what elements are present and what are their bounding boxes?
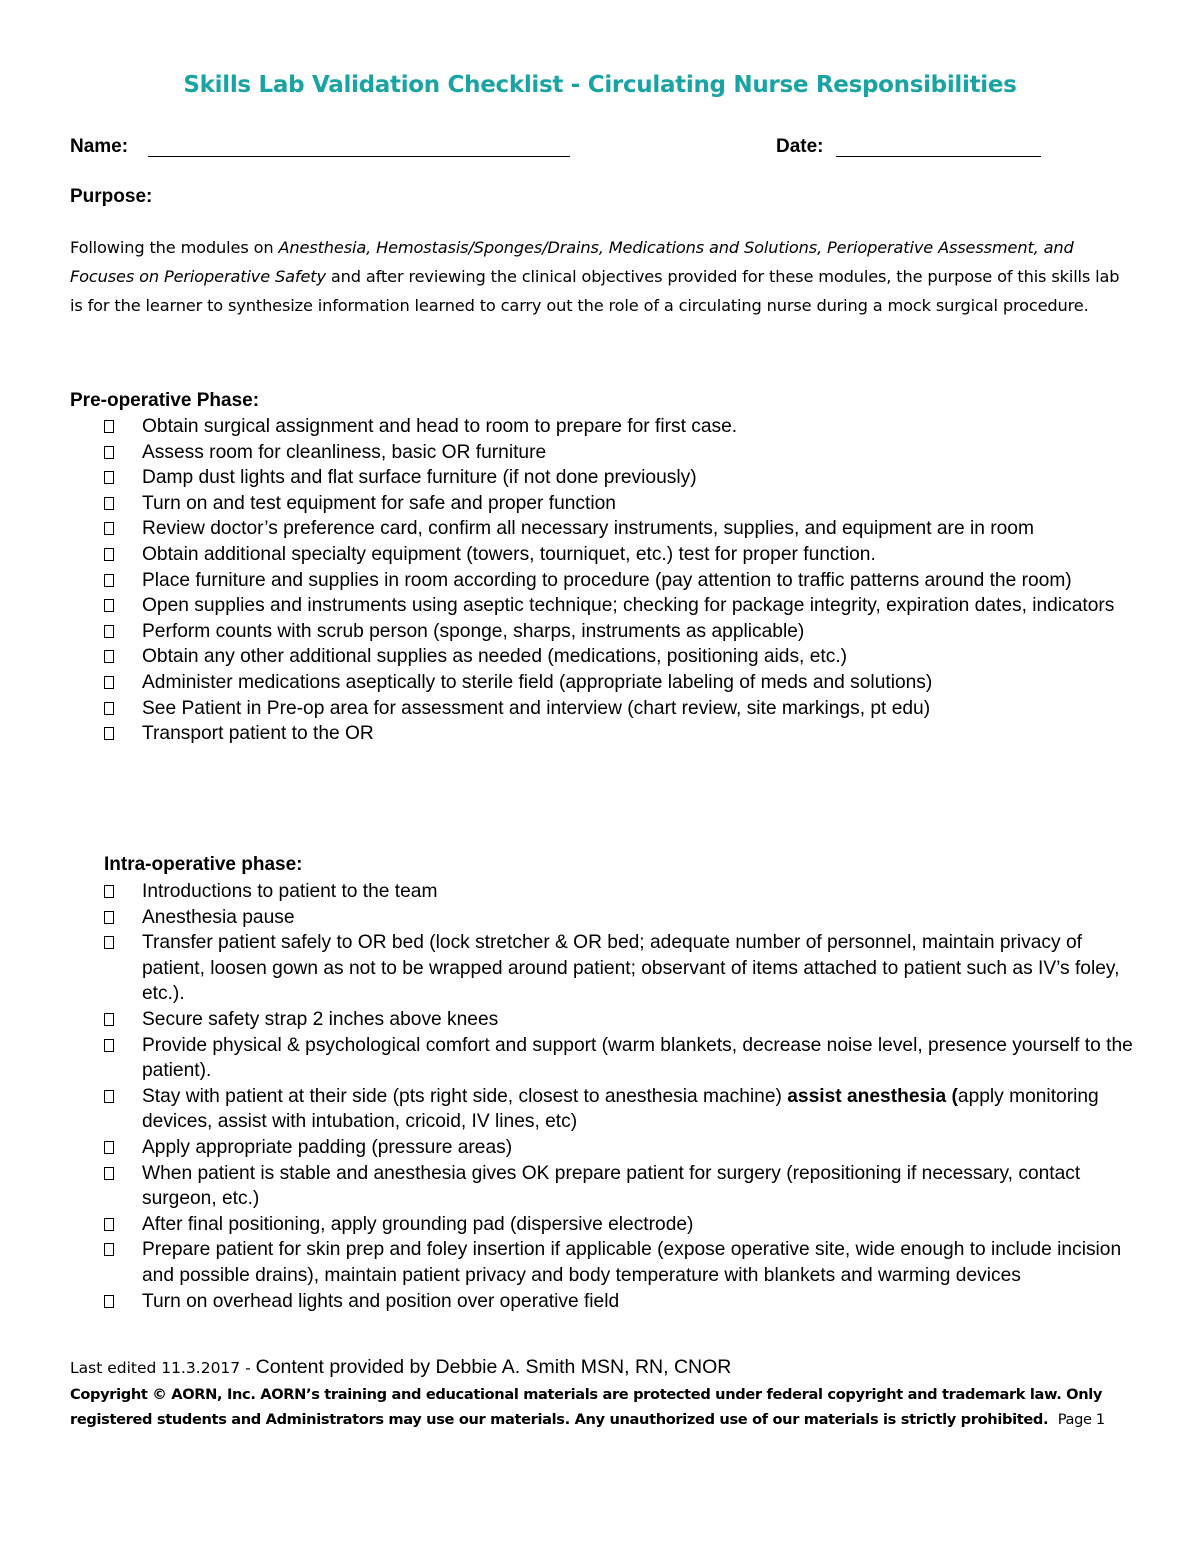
checklist-item	[104, 670, 1134, 696]
checkbox-icon[interactable]	[104, 625, 114, 638]
checklist-item	[104, 721, 1134, 747]
checkbox-icon[interactable]	[104, 471, 114, 484]
purpose-heading: Purpose:	[70, 186, 153, 207]
checkbox-icon[interactable]	[104, 420, 114, 433]
intra-op-checklist	[104, 879, 1134, 1314]
checkbox-icon[interactable]	[104, 936, 114, 949]
purpose-paragraph	[70, 234, 1130, 320]
checkbox-icon[interactable]	[104, 1167, 114, 1180]
footer-edited-line	[70, 1356, 731, 1379]
checkbox-icon[interactable]	[104, 1013, 114, 1026]
last-edited: Last edited 11.3.2017 -	[70, 1359, 256, 1377]
checklist-item-text: After final positioning, apply grounding pad (dispersive electrode)	[142, 1213, 694, 1235]
checkbox-icon[interactable]	[104, 548, 114, 561]
checklist-item	[104, 440, 1134, 466]
checkbox-icon[interactable]	[104, 574, 114, 587]
name-field[interactable]	[148, 156, 570, 157]
checklist-item	[104, 930, 1134, 1007]
checkbox-icon[interactable]	[104, 885, 114, 898]
checklist-item-text: Assess room for cleanliness, basic OR furniture	[142, 441, 547, 463]
checklist-item-text: When patient is stable and anesthesia gives OK prepare patient for surgery (repositioning if necessary, contact surgeon, etc.)	[142, 1162, 1081, 1210]
checkbox-icon[interactable]	[104, 599, 114, 612]
checkbox-icon[interactable]	[104, 1295, 114, 1308]
checklist-item	[104, 568, 1134, 594]
checkbox-icon[interactable]	[104, 650, 114, 663]
checklist-item-text: Perform counts with scrub person (sponge, sharps, instruments as applicable)	[142, 620, 805, 642]
name-date-row	[70, 134, 1130, 164]
checkbox-icon[interactable]	[104, 1090, 114, 1103]
intra-op-heading: Intra-operative phase:	[104, 854, 303, 875]
checklist-item-text: Provide physical & psychological comfort and support (warm blankets, decrease noise level, presence yourself to the patient).	[142, 1034, 1133, 1082]
checklist-item-text: Place furniture and supplies in room according to procedure (pay attention to traffic patterns around the room)	[142, 569, 1072, 591]
checklist-item	[104, 491, 1134, 517]
checklist-item-text: Obtain any other additional supplies as needed (medications, positioning aids, etc.)	[142, 646, 848, 668]
checkbox-icon[interactable]	[104, 1218, 114, 1231]
page-title: Skills Lab Validation Checklist - Circulating Nurse Responsibilities	[183, 72, 1017, 98]
checklist-item	[104, 465, 1134, 491]
checkbox-icon[interactable]	[104, 727, 114, 740]
checklist-item-text: Open supplies and instruments using aseptic technique; checking for package integrity, expiration dates, indicators	[142, 595, 1115, 617]
checklist-item	[104, 593, 1134, 619]
content-credit: Content provided by Debbie A. Smith MSN, RN, CNOR	[255, 1356, 732, 1378]
checkbox-icon[interactable]	[104, 1039, 114, 1052]
checklist-item	[104, 879, 1134, 905]
checklist-item	[104, 619, 1134, 645]
checklist-item-text: Damp dust lights and flat surface furniture (if not done previously)	[142, 467, 697, 489]
checklist-item	[104, 1135, 1134, 1161]
checklist-item	[104, 1084, 1134, 1135]
checkbox-icon[interactable]	[104, 702, 114, 715]
pre-op-heading: Pre-operative Phase:	[70, 390, 260, 411]
checkbox-icon[interactable]	[104, 676, 114, 689]
stay-item-text: Stay with patient at their side (pts right side, closest to anesthesia machine)	[142, 1085, 788, 1107]
purpose-rest: and after reviewing the clinical objectives provided for these modules, the purpose of this skills lab is for the learner to synthesize information learned to carry out the role of a circulating nurse during a mock surgical procedure.	[70, 266, 1120, 315]
checklist-item-text: Transport patient to the OR	[142, 723, 374, 745]
checklist-item-text: Introductions to patient to the team	[142, 881, 438, 902]
copyright-notice	[70, 1383, 1130, 1432]
checklist-item-text: Anesthesia pause	[142, 906, 295, 928]
checklist-item-text: Transfer patient safely to OR bed (lock stretcher & OR bed; adequate number of personnel, maintain privacy of patient, loosen gown as not to be wrapped around patient; observant of items attached to patient such as IV’s foley, etc.).	[142, 932, 1120, 1005]
checkbox-icon[interactable]	[104, 497, 114, 510]
checklist-item	[104, 542, 1134, 568]
checklist-item	[104, 1033, 1134, 1084]
checklist-item-text: Apply appropriate padding (pressure areas)	[142, 1136, 513, 1158]
checklist-item	[104, 516, 1134, 542]
pre-op-checklist	[104, 414, 1134, 747]
page-number: Page 1	[1057, 1410, 1105, 1428]
checkbox-icon[interactable]	[104, 1243, 114, 1256]
checkbox-icon[interactable]	[104, 911, 114, 924]
checklist-item	[104, 1289, 1134, 1315]
checklist-item	[104, 644, 1134, 670]
purpose-intro: Following the modules on	[70, 238, 279, 257]
checklist-item-text: Obtain surgical assignment and head to room to prepare for first case.	[142, 416, 738, 437]
checkbox-icon[interactable]	[104, 446, 114, 459]
checkbox-icon[interactable]	[104, 1141, 114, 1154]
checklist-item-text: Turn on and test equipment for safe and proper function	[142, 492, 616, 514]
checklist-item	[104, 1007, 1134, 1033]
date-label: Date:	[776, 136, 824, 157]
checklist-item-text: Obtain additional specialty equipment (towers, tourniquet, etc.) test for proper function.	[142, 543, 876, 565]
checklist-item-text: Secure safety strap 2 inches above knees	[142, 1008, 499, 1030]
name-label: Name:	[70, 136, 129, 157]
checklist-item	[104, 1161, 1134, 1212]
checklist-item-text: Turn on overhead lights and position over operative field	[142, 1290, 620, 1312]
checklist-item-text: Prepare patient for skin prep and foley insertion if applicable (expose operative site, wide enough to include incision and possible drains), maintain patient privacy and body temperature with blankets and warming devices	[142, 1239, 1122, 1286]
checklist-item	[104, 905, 1134, 931]
copyright-text: Copyright © AORN, Inc. AORN’s training and educational materials are protected under federal copyright and trademark law. Only registered students and Administrators may use our materials. Any unauthorized use of our materials is strictly prohibited.	[70, 1386, 1103, 1428]
assist-anesthesia-emphasis: assist anesthesia (	[787, 1085, 958, 1107]
checklist-item	[104, 1237, 1134, 1288]
checklist-item	[104, 1212, 1134, 1238]
checklist-item-text: Review doctor’s preference card, confirm all necessary instruments, supplies, and equipment are in room	[142, 518, 1034, 540]
date-field[interactable]	[836, 156, 1041, 157]
checklist-item-text	[142, 1086, 1099, 1133]
purpose-modules: Anesthesia, Hemostasis/Sponges/Drains, Medications and Solutions, Perioperative Assessment, and Focuses on Perioperative Safety	[70, 238, 1074, 286]
checklist-item-text: See Patient in Pre-op area for assessment and interview (chart review, site markings, pt edu)	[142, 697, 931, 719]
checklist-item	[104, 414, 1134, 440]
checklist-item	[104, 696, 1134, 722]
checklist-item-text: Administer medications aseptically to sterile field (appropriate labeling of meds and solutions)	[142, 671, 933, 693]
stay-item-detail: apply monitoring devices, assist with intubation, cricoid, IV lines, etc)	[142, 1085, 1099, 1133]
checkbox-icon[interactable]	[104, 522, 114, 535]
